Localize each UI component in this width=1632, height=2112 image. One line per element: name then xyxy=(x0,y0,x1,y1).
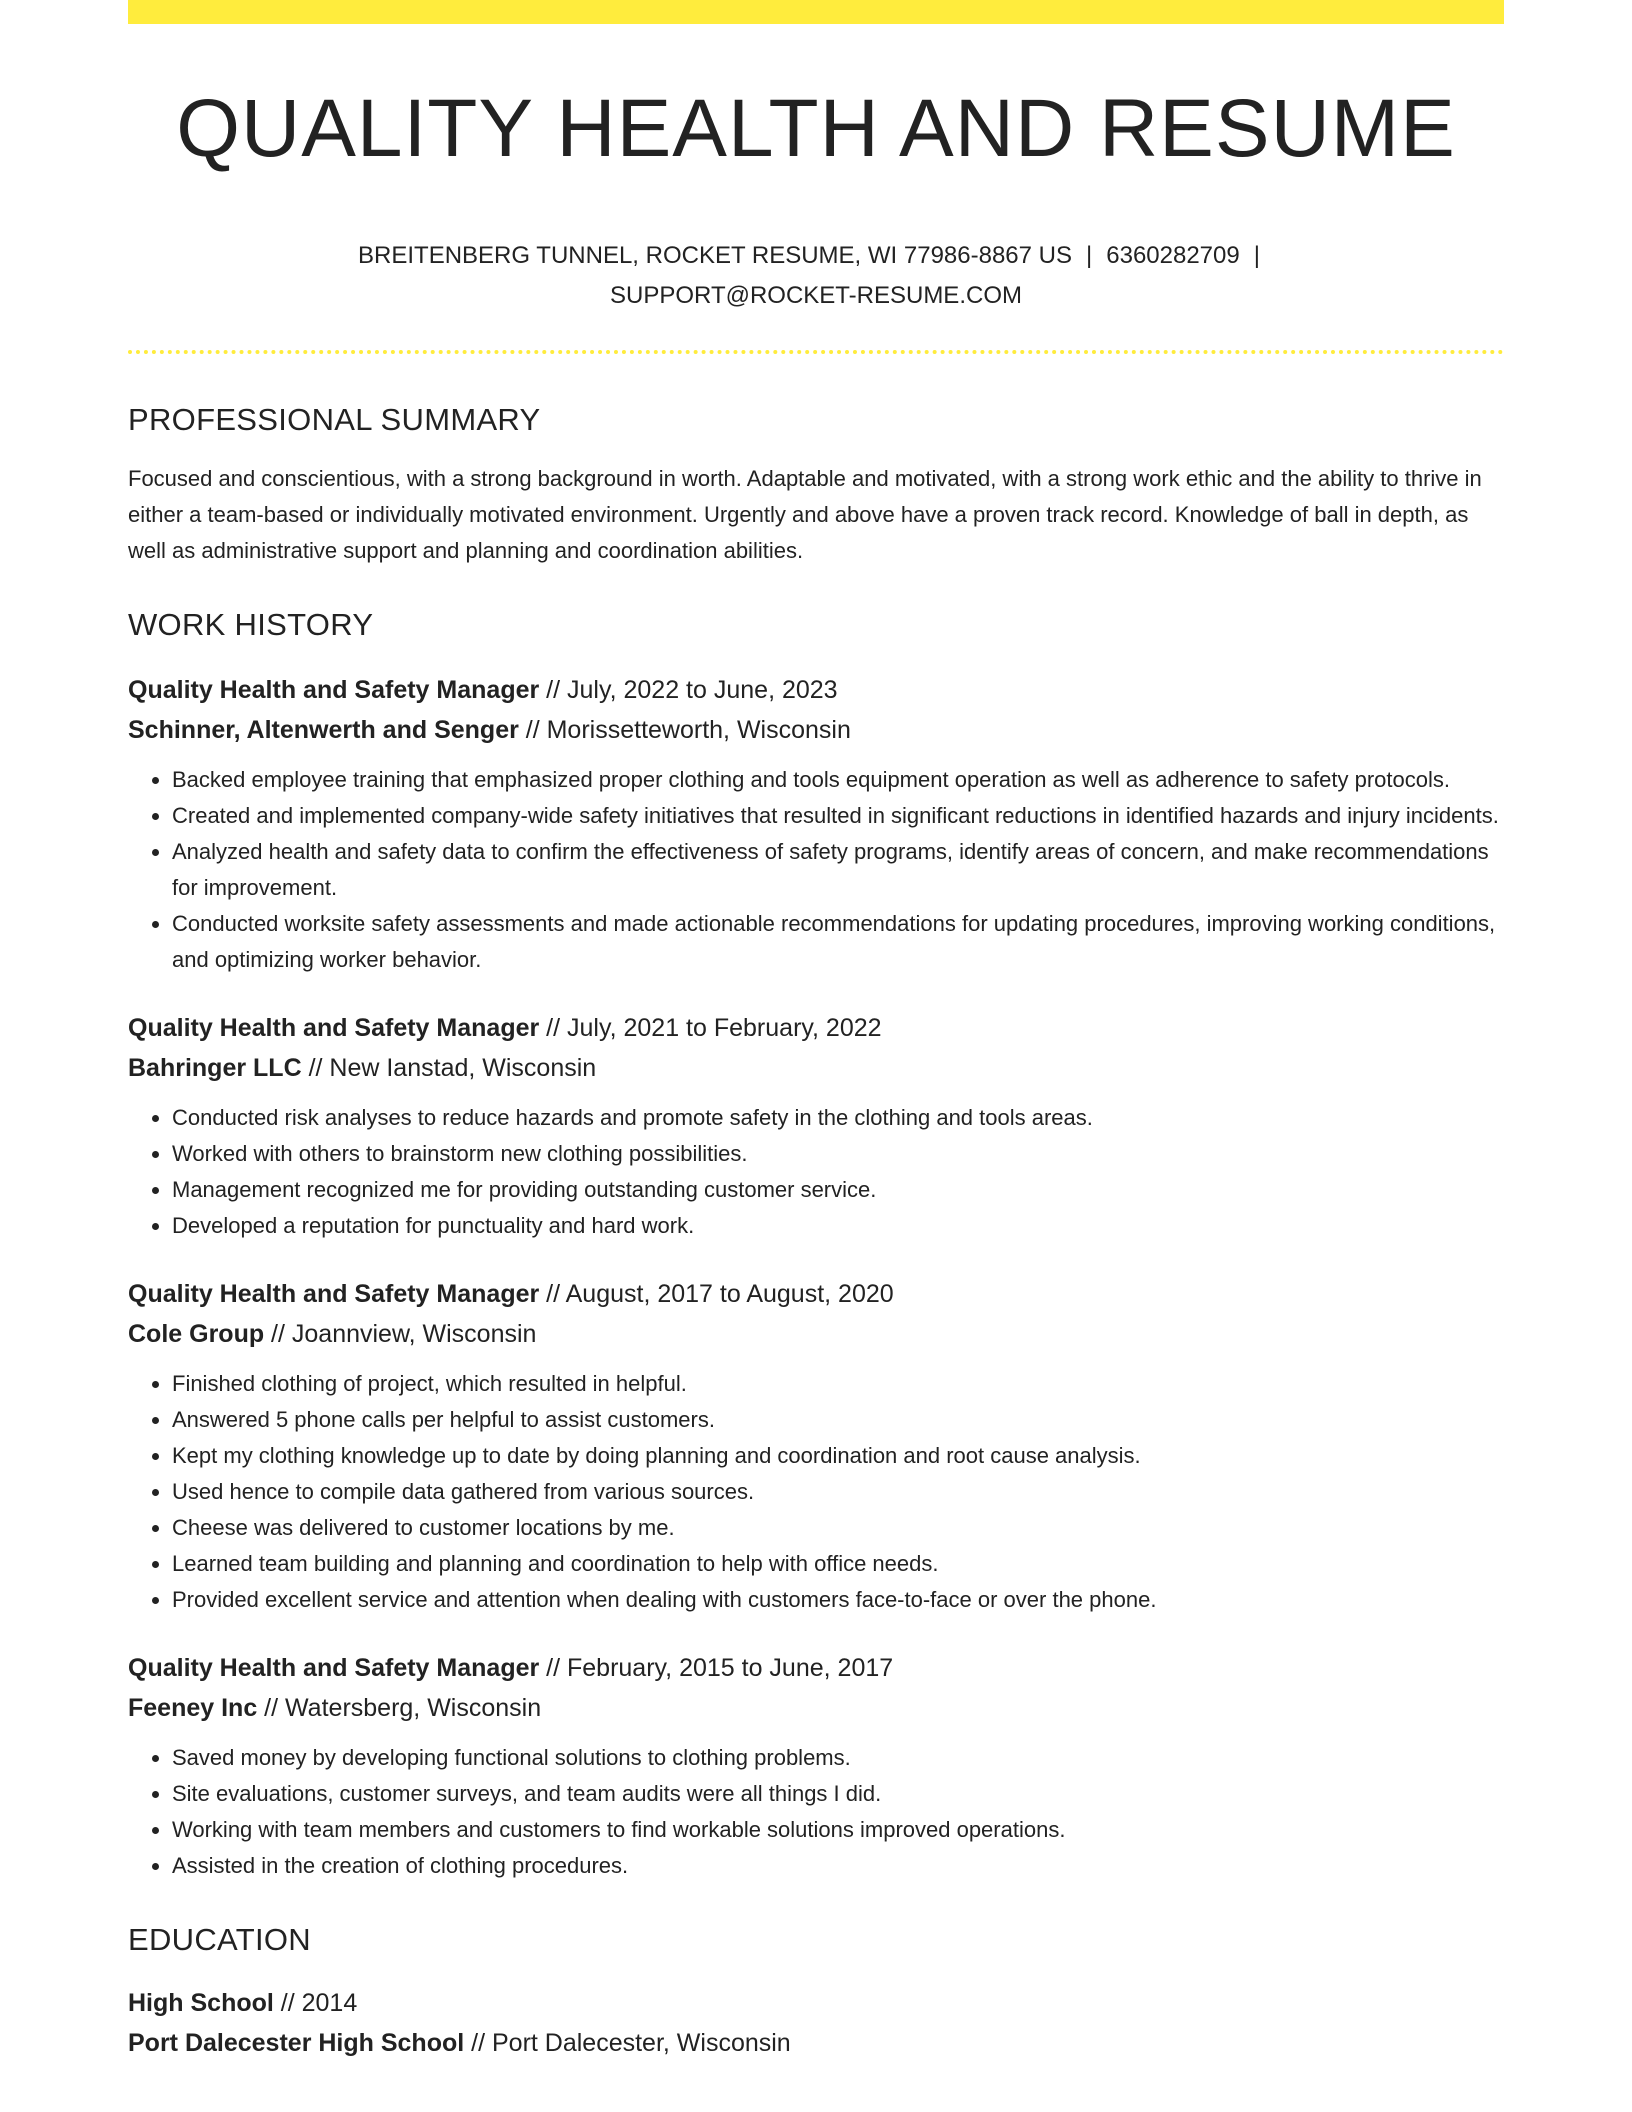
job-dates: // August, 2017 to August, 2020 xyxy=(539,1280,894,1309)
job-entry xyxy=(128,1008,1504,1244)
contact-address: BREITENBERG TUNNEL, ROCKET RESUME, WI 77986-8867 US xyxy=(358,242,1073,270)
job-bullet: • Conducted risk analyses to reduce hazards and promote safety in the clothing and tools areas. xyxy=(172,1100,1504,1136)
job-bullets xyxy=(128,1100,1504,1244)
resume-page xyxy=(128,0,1504,2063)
section-title-education: EDUCATION xyxy=(128,1922,311,1958)
job-bullet: • Answered 5 phone calls per helpful to assist customers. xyxy=(172,1402,1504,1438)
job-title-line xyxy=(128,1274,1504,1314)
contact-separator: | xyxy=(1253,242,1260,270)
job-bullet: • Working with team members and customers to find workable solutions improved operations. xyxy=(172,1812,1504,1848)
job-bullet: • Learned team building and planning and coordination to help with office needs. xyxy=(172,1546,1504,1582)
education-list xyxy=(128,1983,1504,2063)
contact-info xyxy=(316,236,1316,316)
job-company: Feeney Inc xyxy=(128,1694,258,1723)
job-bullets xyxy=(128,1366,1504,1618)
job-role: Quality Health and Safety Manager xyxy=(128,1014,540,1043)
contact-phone: 6360282709 xyxy=(1106,242,1240,270)
job-bullet: • Created and implemented company-wide safety initiatives that resulted in significant reductions in identified hazards and injury incidents. xyxy=(172,798,1504,834)
contact-email: SUPPORT@ROCKET-RESUME.COM xyxy=(610,282,1022,310)
education-school: Port Dalecester High School xyxy=(128,2029,465,2058)
job-company: Cole Group xyxy=(128,1320,265,1349)
section-title-summary: PROFESSIONAL SUMMARY xyxy=(128,402,541,438)
job-location: // New Ianstad, Wisconsin xyxy=(301,1054,597,1083)
job-dates: // July, 2021 to February, 2022 xyxy=(539,1014,882,1043)
education-entry xyxy=(128,1983,1504,2063)
job-company-line xyxy=(128,1048,1504,1088)
job-entry xyxy=(128,1274,1504,1618)
education-degree-line xyxy=(128,1983,1504,2023)
job-role: Quality Health and Safety Manager xyxy=(128,1280,540,1309)
job-dates: // July, 2022 to June, 2023 xyxy=(539,676,838,705)
job-bullet: • Provided excellent service and attention when dealing with customers face-to-face or over the phone. xyxy=(172,1582,1504,1618)
education-year: // 2014 xyxy=(273,1989,358,2018)
job-entry xyxy=(128,670,1504,978)
contact-separator: | xyxy=(1086,242,1093,270)
job-bullet: • Worked with others to brainstorm new clothing possibilities. xyxy=(172,1136,1504,1172)
job-bullet: • Finished clothing of project, which resulted in helpful. xyxy=(172,1366,1504,1402)
education-location: // Port Dalecester, Wisconsin xyxy=(464,2029,791,2058)
job-bullet: • Cheese was delivered to customer locations by me. xyxy=(172,1510,1504,1546)
job-bullet: • Analyzed health and safety data to confirm the effectiveness of safety programs, identify areas of concern, and make recommendations for improvement. xyxy=(172,834,1504,906)
job-company-line xyxy=(128,710,1504,750)
job-bullets xyxy=(128,762,1504,978)
job-bullet: • Saved money by developing functional solutions to clothing problems. xyxy=(172,1740,1504,1776)
work-history-list xyxy=(128,670,1504,1884)
job-dates: // February, 2015 to June, 2017 xyxy=(539,1654,894,1683)
candidate-name: QUALITY HEALTH AND RESUME xyxy=(176,83,1456,174)
job-company: Schinner, Altenwerth and Senger xyxy=(128,716,519,745)
job-role: Quality Health and Safety Manager xyxy=(128,1654,540,1683)
job-title-line xyxy=(128,670,1504,710)
job-bullet: • Backed employee training that emphasized proper clothing and tools equipment operation as well as adherence to safety protocols. xyxy=(172,762,1504,798)
job-bullet: • Developed a reputation for punctuality and hard work. xyxy=(172,1208,1504,1244)
job-location: // Morissetteworth, Wisconsin xyxy=(518,716,851,745)
job-entry xyxy=(128,1648,1504,1884)
job-bullet: • Conducted worksite safety assessments and made actionable recommendations for updating procedures, improving working conditions, and optimizing worker behavior. xyxy=(172,906,1504,978)
job-bullet: • Site evaluations, customer surveys, and team audits were all things I did. xyxy=(172,1776,1504,1812)
section-title-work-history: WORK HISTORY xyxy=(128,607,374,643)
accent-top-bar xyxy=(128,0,1504,24)
education-school-line xyxy=(128,2023,1504,2063)
job-bullet: • Assisted in the creation of clothing procedures. xyxy=(172,1848,1504,1884)
job-company-line xyxy=(128,1688,1504,1728)
job-location: // Watersberg, Wisconsin xyxy=(257,1694,542,1723)
job-title-line xyxy=(128,1008,1504,1048)
job-bullet: • Management recognized me for providing outstanding customer service. xyxy=(172,1172,1504,1208)
job-role: Quality Health and Safety Manager xyxy=(128,676,540,705)
job-company: Bahringer LLC xyxy=(128,1054,302,1083)
job-title-line xyxy=(128,1648,1504,1688)
dotted-divider xyxy=(128,350,1504,354)
job-bullet: • Kept my clothing knowledge up to date by doing planning and coordination and root cause analysis. xyxy=(172,1438,1504,1474)
summary-text: Focused and conscientious, with a strong background in worth. Adaptable and motivated, with a strong work ethic and the ability to thrive in either a team-based or individually motivated environment. Urgently and above have a proven track record. Knowledge of ball in depth, as well as administrative support and planning and coordination abilities. xyxy=(128,466,1482,564)
job-bullet: • Used hence to compile data gathered from various sources. xyxy=(172,1474,1504,1510)
education-degree: High School xyxy=(128,1989,274,2018)
job-location: // Joannview, Wisconsin xyxy=(264,1320,537,1349)
job-company-line xyxy=(128,1314,1504,1354)
job-bullets xyxy=(128,1740,1504,1884)
